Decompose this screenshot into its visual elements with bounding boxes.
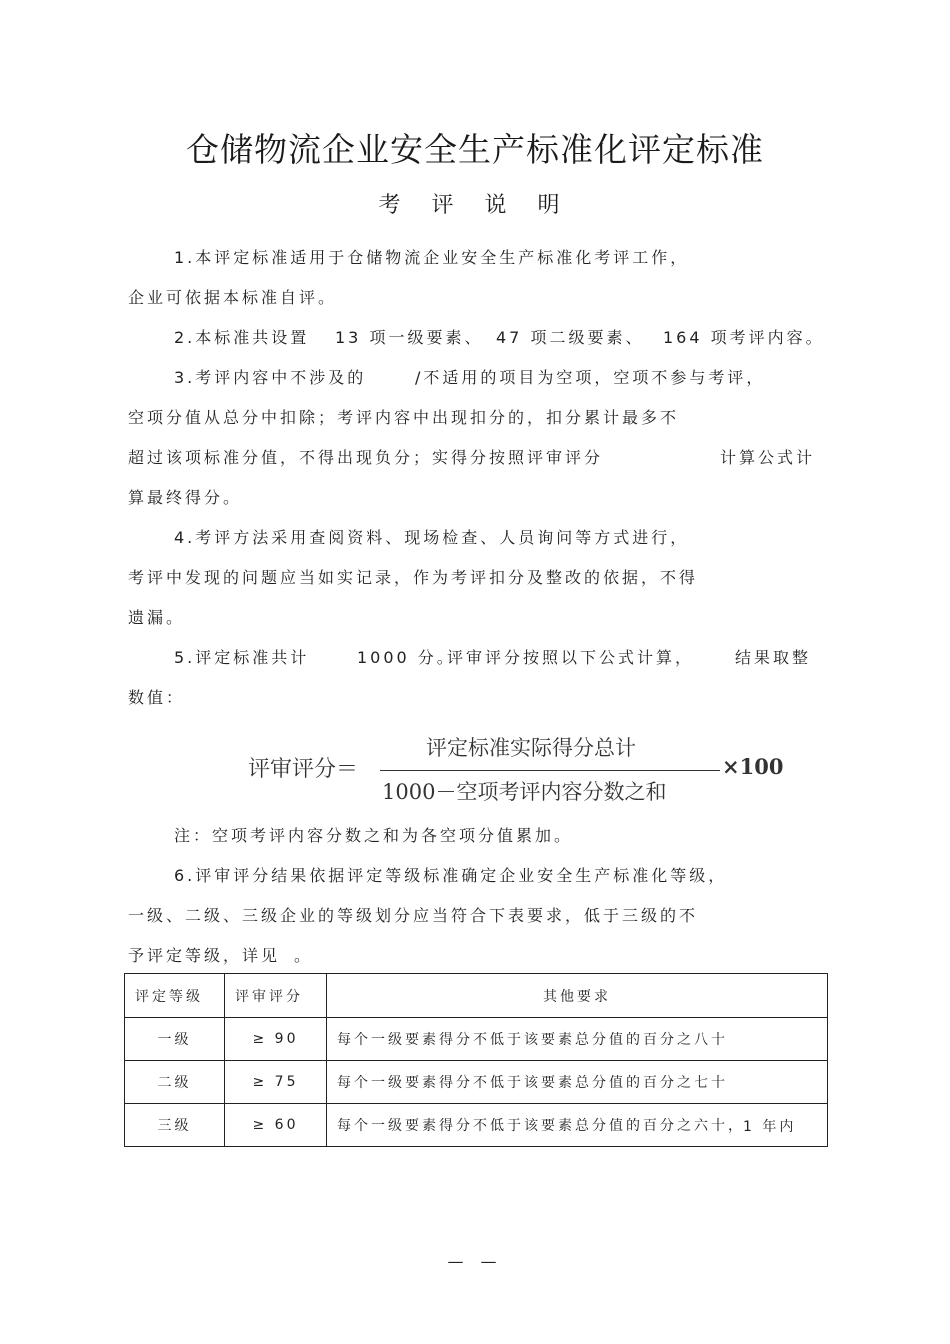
formula-fraction-bar bbox=[380, 770, 720, 771]
paragraph-3-part-2: /不适用的项目为空项，空项不参与考评， bbox=[415, 368, 766, 387]
page-subtitle: 考 评 说 明 bbox=[378, 193, 572, 218]
paragraph-6-line-3: 予评定等级，详见 bbox=[128, 946, 281, 965]
table-header-requirement: 其他要求 bbox=[327, 974, 828, 1018]
requirement-text: 每个一级要素得分不低于该要素总分值的百分之七十 bbox=[337, 1075, 728, 1091]
page-footer: — — bbox=[447, 1252, 503, 1271]
table-cell-grade: 一级 bbox=[125, 1018, 225, 1061]
paragraph-2-part-3: 47 项二级要素、 bbox=[496, 328, 645, 347]
paragraph-1-line-1: 1.本评定标准适用于仓储物流企业安全生产标准化考评工作， bbox=[174, 248, 690, 267]
paragraph-5-part-1: 5.评定标准共计 bbox=[174, 648, 310, 667]
formula-numerator: 评定标准实际得分总计 bbox=[426, 736, 636, 760]
table-header-grade: 评定等级 bbox=[125, 974, 225, 1018]
paragraph-6-line-3-end: 。 bbox=[294, 946, 314, 965]
paragraph-2-part-2: 13 项一级要素、 bbox=[335, 328, 484, 347]
table-row bbox=[125, 1018, 828, 1061]
table-cell-grade: 三级 bbox=[125, 1104, 225, 1147]
page-title: 仓储物流企业安全生产标准化评定标准 bbox=[186, 130, 764, 169]
grade-table bbox=[124, 973, 828, 1147]
table-row bbox=[125, 1104, 828, 1147]
paragraph-5-part-4: 结果取整 bbox=[735, 648, 812, 667]
paragraph-3-line-3-end: 计算公式计 bbox=[720, 448, 816, 467]
paragraph-3-part-1: 3.考评内容中不涉及的 bbox=[174, 368, 367, 387]
formula-denominator: 1000－空项考评内容分数之和 bbox=[382, 780, 667, 804]
table-cell-score: ≥ 75 bbox=[225, 1061, 327, 1104]
table-cell-score: ≥ 60 bbox=[225, 1104, 327, 1147]
formula-lhs: 评审评分＝ bbox=[248, 757, 359, 782]
table-header-row bbox=[125, 974, 828, 1018]
formula-note: 注：空项考评内容分数之和为各空项分值累加。 bbox=[174, 826, 574, 845]
paragraph-3-line-3: 超过该项标准分值，不得出现负分；实得分按照评审评分 bbox=[128, 448, 604, 467]
paragraph-2-part-1: 2.本标准共设置 bbox=[174, 328, 310, 347]
table-cell-score: ≥ 90 bbox=[225, 1018, 327, 1061]
paragraph-5-part-3: 评审评分按照以下公式计算， bbox=[447, 648, 695, 667]
formula-multiplier: ×100 bbox=[722, 754, 784, 779]
paragraph-4-line-1: 4.考评方法采用查阅资料、现场检查、人员询问等方式进行， bbox=[174, 528, 690, 547]
table-cell-requirement bbox=[327, 1061, 828, 1104]
paragraph-3-line-4: 算最终得分。 bbox=[128, 488, 243, 507]
paragraph-3-line-2: 空项分值从总分中扣除；考评内容中出现扣分的，扣分累计最多不 bbox=[128, 408, 680, 427]
paragraph-1-line-2: 企业可依据本标准自评。 bbox=[128, 288, 338, 307]
paragraph-5-part-2: 1000 分。 bbox=[357, 648, 456, 667]
paragraph-6-line-1: 6.评审评分结果依据评定等级标准确定企业安全生产标准化等级， bbox=[174, 866, 728, 885]
requirement-text: 每个一级要素得分不低于该要素总分值的百分之六十， bbox=[337, 1118, 745, 1134]
table-header-score: 评审评分 bbox=[225, 974, 327, 1018]
score-formula bbox=[248, 730, 793, 810]
paragraph-4-line-2: 考评中发现的问题应当如实记录，作为考评扣分及整改的依据，不得 bbox=[128, 568, 699, 587]
requirement-text: 每个一级要素得分不低于该要素总分值的百分之八十 bbox=[337, 1032, 728, 1048]
table-cell-requirement bbox=[327, 1018, 828, 1061]
paragraph-5-line-2: 数值： bbox=[128, 688, 186, 707]
table-cell-grade: 二级 bbox=[125, 1061, 225, 1104]
table-row bbox=[125, 1061, 828, 1104]
paragraph-4-line-3: 遗漏。 bbox=[128, 608, 186, 627]
paragraph-2-part-4: 164 项考评内容。 bbox=[663, 328, 825, 347]
table-cell-requirement bbox=[327, 1104, 828, 1147]
paragraph-6-line-2: 一级、二级、三级企业的等级划分应当符合下表要求，低于三级的不 bbox=[128, 906, 699, 925]
requirement-extra: 1 年内 bbox=[743, 1119, 797, 1135]
